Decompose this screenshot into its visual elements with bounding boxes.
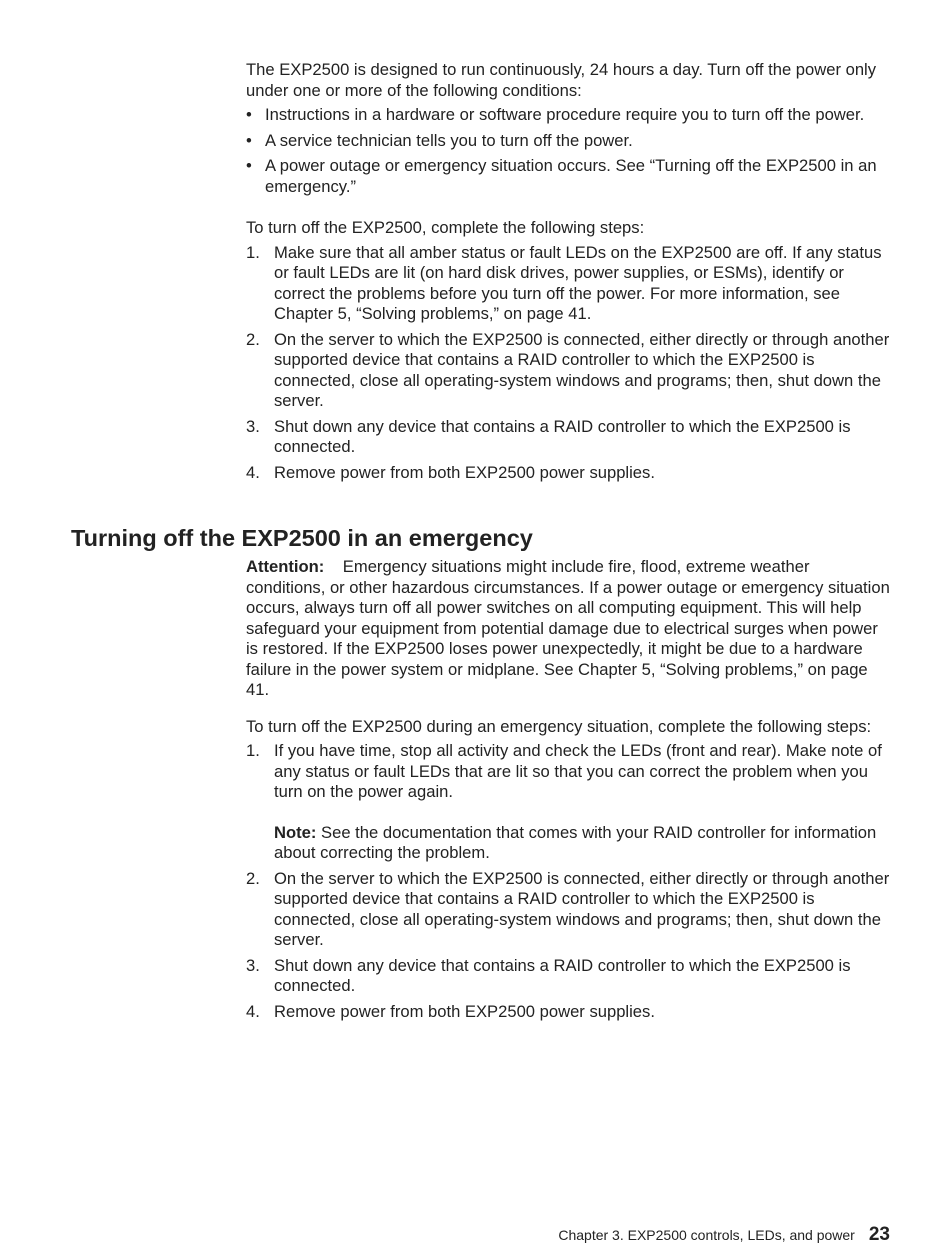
step-item [246,956,891,997]
attention-paragraph [246,557,891,701]
section-heading: Turning off the EXP2500 in an emergency [71,525,533,551]
bullet-icon: • [246,130,252,150]
attention-label: Attention: [246,557,325,576]
power-off-steps [246,243,891,484]
list-item-text: Instructions in a hardware or software procedure require you to turn off the power. [265,105,865,124]
bullet-icon: • [246,105,252,124]
bullet-icon: • [246,156,252,175]
step-text: If you have time, stop all activity and check the LEDs (front and rear). Make note of any status or fault LEDs that are lit so that you can correct the problem when you turn on the power again. [274,741,882,801]
attention-text: Emergency situations might include fire, flood, extreme weather conditions, or other hazardous circumstances. If a power outage or emergency situation occurs, always turn off all power switches on all computing equipment. This will help safeguard your equipment from potential damage due to electrical surges when power is restored. If the EXP2500 loses power unexpectedly, it might be due to a hardware failure in the power system or midplane. See Chapter 5, “Solving problems,” on page 41. [246,557,890,699]
step-item [246,463,891,484]
step-number: 2. [246,329,260,349]
spacer [246,701,891,717]
step-number: 1. [246,242,260,262]
list-item-text: A power outage or emergency situation occurs. See “Turning off the EXP2500 in an emergency.” [265,156,877,196]
step-text: Shut down any device that contains a RAID controller to which the EXP2500 is connected. [274,955,851,995]
section-power-off [246,60,891,488]
list-item [246,131,891,152]
note-label: Note: [274,822,317,842]
step-text: Remove power from both EXP2500 power supplies. [274,462,655,482]
step-number: 2. [246,868,260,888]
step-item [246,243,891,325]
step-number: 4. [246,462,260,482]
section-emergency [246,557,891,1027]
step-number: 3. [246,955,260,975]
step-number: 3. [246,416,260,436]
step-item [246,869,891,951]
steps-intro: To turn off the EXP2500, complete the following steps: [246,218,645,237]
step-text: Make sure that all amber status or fault LEDs on the EXP2500 are off. If any status or fault LEDs are lit (on hard disk drives, power supplies, or ESMs), identify or correct the problems before you turn off the power. For more information, see Chapter 5, “Solving problems,” on page 41. [274,242,882,323]
step-text: Shut down any device that contains a RAID controller to which the EXP2500 is connected. [274,416,851,456]
list-item-text: A service technician tells you to turn off the power. [265,130,633,150]
step-item [246,330,891,412]
step-text: On the server to which the EXP2500 is connected, either directly or through another supported device that contains a RAID controller to which the EXP2500 is connected, close all operating-system windows and programs; then, shut down the server. [274,868,890,949]
page-number: 23 [868,1224,890,1245]
intro-paragraph: The EXP2500 is designed to run continuously, 24 hours a day. Turn off the power only under one or more of the following conditions: [246,60,877,100]
emergency-steps [246,741,891,1022]
step-text: On the server to which the EXP2500 is connected, either directly or through another supported device that contains a RAID controller to which the EXP2500 is connected, close all operating-system windows and programs; then, shut down the server. [274,329,890,410]
note-text: See the documentation that comes with your RAID controller for information about correcting the problem. [274,822,877,862]
conditions-list [246,105,891,197]
step-text: Remove power from both EXP2500 power supplies. [274,1001,655,1021]
step-number: 1. [246,741,260,760]
spacer [246,202,891,218]
step-item [246,1002,891,1023]
footer-chapter: Chapter 3. EXP2500 controls, LEDs, and power [558,1227,855,1243]
spacer [274,803,891,823]
list-item [246,156,891,197]
page-footer [558,1224,890,1246]
list-item [246,105,891,126]
step-number: 4. [246,1001,260,1021]
step-item [246,741,891,864]
note [274,823,891,864]
steps-intro: To turn off the EXP2500 during an emergency situation, complete the following steps: [246,716,872,736]
step-item [246,417,891,458]
